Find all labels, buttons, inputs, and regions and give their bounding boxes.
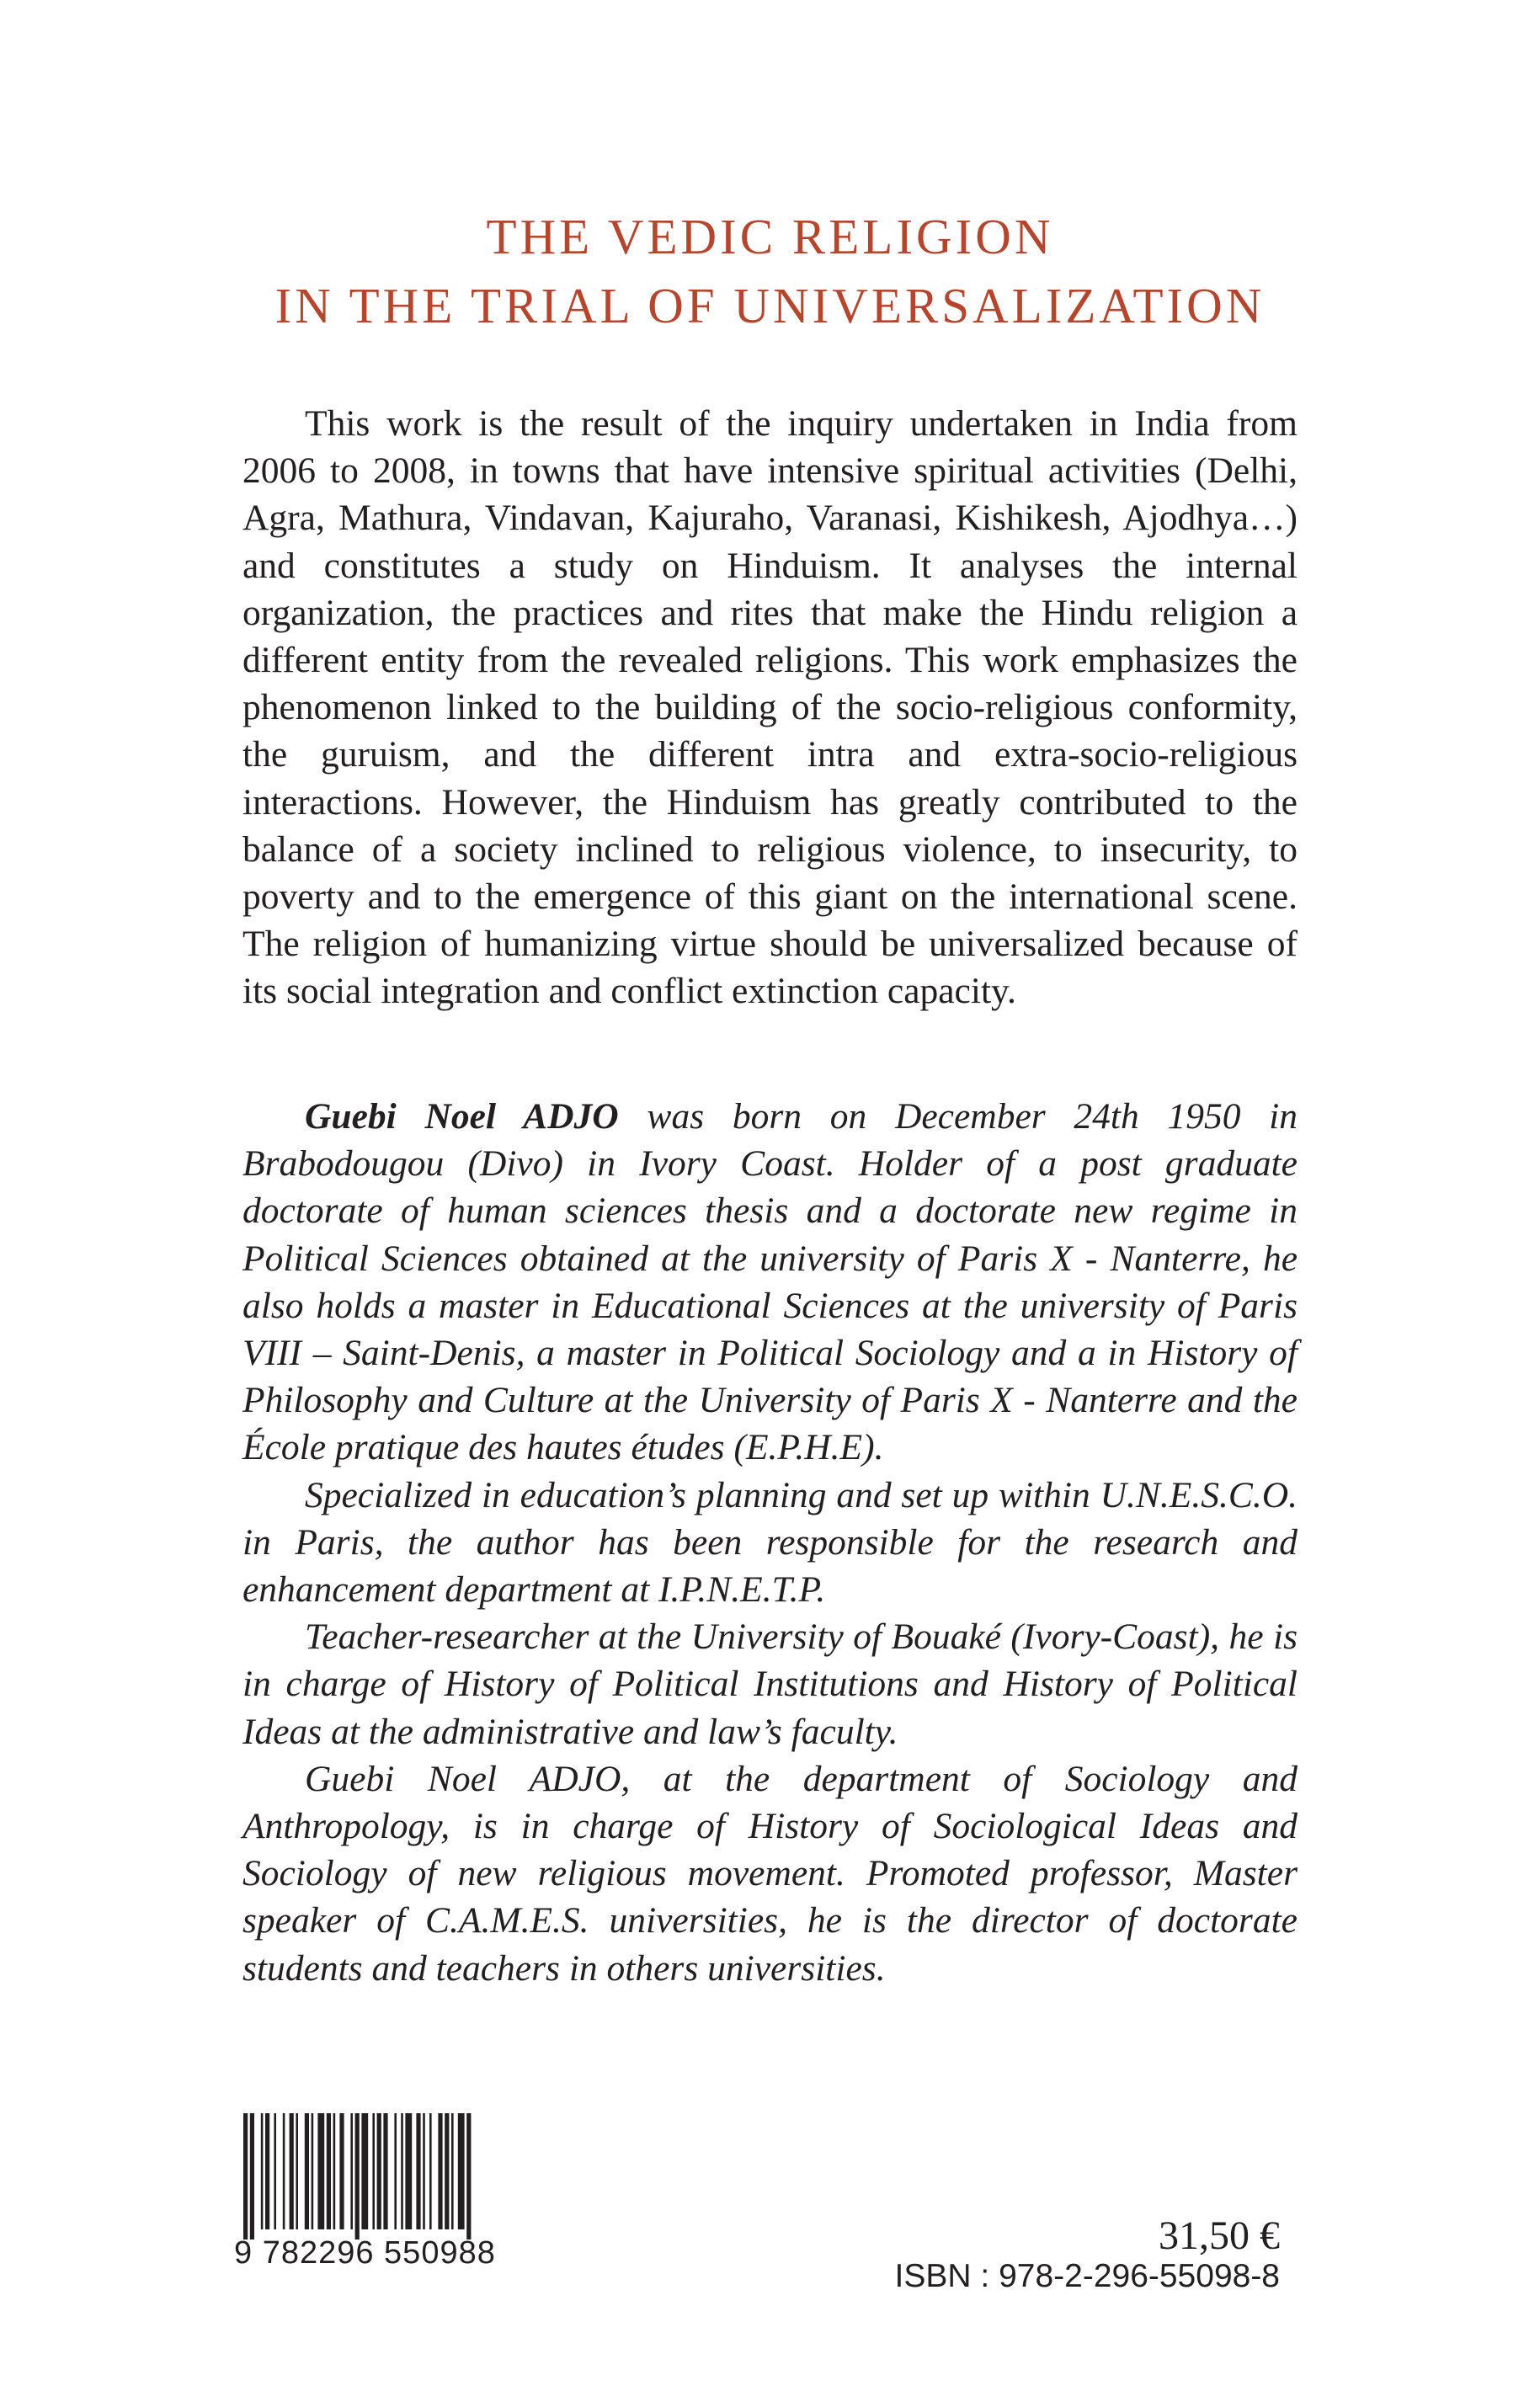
title-line-2: IN THE TRIAL OF UNIVERSALIZATION [274, 278, 1266, 333]
isbn: ISBN : 978-2-296-55098-8 [894, 2258, 1280, 2294]
bio-paragraph-1 [242, 1093, 1298, 1472]
bio-paragraph-1-text: was born on December 24th 1950 in Brabodougou (Divo) in Ivory Coast. Holder of a post graduate doctorate of human sciences thesis and a doctorate new regime in Political Sciences obtained at the university of Paris X - Nanterre, he also holds a master in Educational Sciences at the university of Paris VIII – Saint-Denis, a master in Political Sociology and a in History of Philosophy and Culture at the University of Paris X - Nanterre and the École pratique des hautes études (E.P.H.E). [242, 1096, 1298, 1468]
book-title [0, 202, 1540, 340]
author-name: Guebi Noel ADJO [305, 1096, 619, 1137]
bio-paragraph-3: Teacher-researcher at the University of Bouaké (Ivory-Coast), he is in charge of History of Political Institutions and History of Political Ideas at the administrative and law’s faculty. [242, 1616, 1298, 1752]
book-summary: This work is the result of the inquiry undertaken in India from 2006 to 2008, in towns that have intensive spiritual activities (Delhi, Agra, Mathura, Vindavan, Kajuraho, Varanasi, Kishikesh, Ajodhya…) and constitutes a study on Hinduism. It analyses the internal organization, the practices and rites that make the Hindu religion a different entity from the revealed religions. This work emphasizes the phenomenon linked to the building of the socio-religious conformity, the guruism, and the different intra and extra-socio-religious interactions. However, the Hinduism has greatly contributed to the balance of a society inclined to religious violence, to insecurity, to poverty and to the emergence of this giant on the international scene. The religion of humanizing virtue should be universalized because of its social integration and conflict extinction capacity. [242, 403, 1298, 1012]
bio-paragraph-2: Specialized in education’s planning and set up within U.N.E.S.C.O. in Paris, the author has been responsible for the research and enhancement department at I.P.N.E.T.P. [242, 1474, 1298, 1611]
author-biography [242, 1093, 1298, 1992]
title-line-1: THE VEDIC RELIGION [486, 209, 1054, 264]
bio-paragraph-4: Guebi Noel ADJO, at the department of Sociology and Anthropology, is in charge of History of Sociological Ideas and Sociology of new religious movement. Promoted professor, Master speaker of C.A.M.E.S. universities, he is the director of doctorate students and teachers in others universities. [242, 1758, 1298, 1989]
price: 31,50 € [1159, 2213, 1280, 2258]
barcode-digits: 9 782296 550988 [234, 2235, 496, 2271]
